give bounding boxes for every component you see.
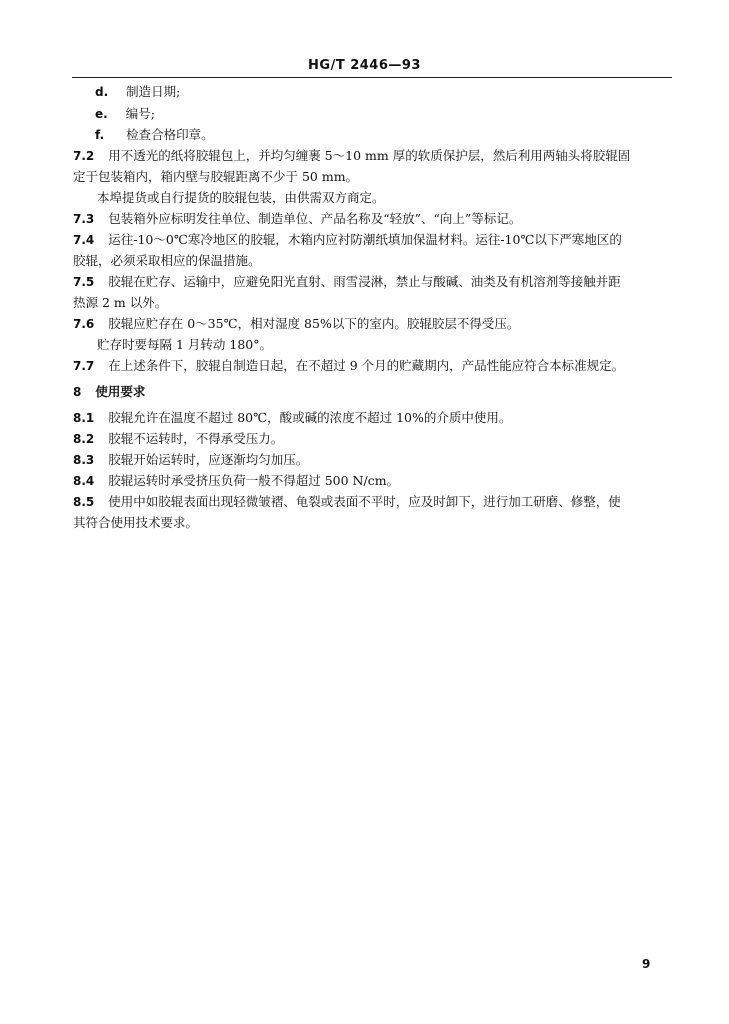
clause-7-3 [73,211,521,227]
clause-7-4-line1 [73,232,622,248]
clause-text: 包装箱外应标明发往单位、制造单位、产品名称及“轻放”、“向上”等标记。 [108,211,522,226]
list-item-f [95,127,214,143]
clause-number: 7.3 [73,212,95,226]
clause-8-2 [73,431,283,447]
list-item-text: 检查合格印章。 [126,127,214,142]
clause-number: 8.2 [73,432,95,446]
clause-number: 7.6 [73,317,95,331]
clause-number: 8.3 [73,453,95,467]
clause-7-2-line1 [73,148,630,164]
clause-text: 胶辊在贮存、运输中，应避免阳光直射、雨雪浸淋，禁止与酸碱、油类及有机溶剂等接触并距 [108,274,621,289]
clause-text: 胶辊不运转时，不得承受压力。 [108,431,284,446]
clause-7-6-line1 [73,316,519,332]
clause-8-3 [73,452,308,468]
clause-number: 8.1 [73,411,95,425]
clause-text: 胶辊允许在温度不超过 80℃，酸或碱的浓度不超过 10%的介质中使用。 [108,410,512,425]
section-title: 使用要求 [95,384,146,399]
list-item-text: 制造日期; [126,84,181,99]
header-rule [72,77,672,78]
list-item-e [95,106,155,122]
clause-7-2-para2: 本埠提货或自行提货的胶辊包装，由供需双方商定。 [97,190,385,205]
clause-8-4 [73,473,399,489]
page-number: 9 [642,957,651,971]
clause-number: 8.4 [73,474,95,488]
clause-8-5-line1 [73,494,621,510]
clause-text: 胶辊开始运转时，应逐渐均匀加压。 [108,452,309,467]
clause-text: 胶辊应贮存在 0～35℃，相对湿度 85%以下的室内。胶辊胶层不得受压。 [108,316,520,331]
clause-number: 7.4 [73,233,95,247]
standard-code-header: HG/T 2446—93 [308,58,421,73]
clause-number: 7.7 [73,359,95,373]
list-item-text: 编号; [125,106,155,121]
clause-7-4-line2: 胶辊，必须采取相应的保温措施。 [73,253,261,268]
clause-number: 8.5 [73,495,95,509]
clause-7-6-para2: 贮存时要每隔 1 月转动 180°。 [97,337,272,352]
list-item-label: d. [95,85,109,99]
section-number: 8 [73,385,82,399]
list-item-label: f. [95,128,105,142]
list-item-label: e. [95,107,108,121]
clause-7-5-line1 [73,274,621,290]
clause-8-1 [73,410,511,426]
clause-number: 7.2 [73,149,95,163]
list-item-d [95,84,180,100]
clause-7-2-line2: 定于包装箱内，箱内壁与胶辊距离不少于 50 mm。 [73,169,359,184]
clause-text: 运往-10～0℃寒冷地区的胶辊，木箱内应衬防潮纸填加保温材料。运往-10℃以下严寒地区的 [108,232,622,247]
clause-8-5-line2: 其符合使用技术要求。 [73,515,199,530]
section-8-heading [73,384,145,400]
clause-text: 在上述条件下，胶辊自制造日起，在不超过 9 个月的贮藏期内，产品性能应符合本标准规定。 [108,358,625,373]
clause-text: 用不透光的纸将胶辊包上，并均匀缠裹 5～10 mm 厚的软质保护层，然后利用两轴头将胶辊固 [108,148,631,163]
clause-text: 胶辊运转时承受挤压负荷一般不得超过 500 N/cm。 [108,473,400,488]
clause-number: 7.5 [73,275,95,289]
clause-text: 使用中如胶辊表面出现轻微皱褶、龟裂或表面不平时，应及时卸下，进行加工研磨、修整，使 [108,494,621,509]
clause-7-7 [73,358,624,374]
clause-7-5-line2: 热源 2 m 以外。 [73,295,168,310]
